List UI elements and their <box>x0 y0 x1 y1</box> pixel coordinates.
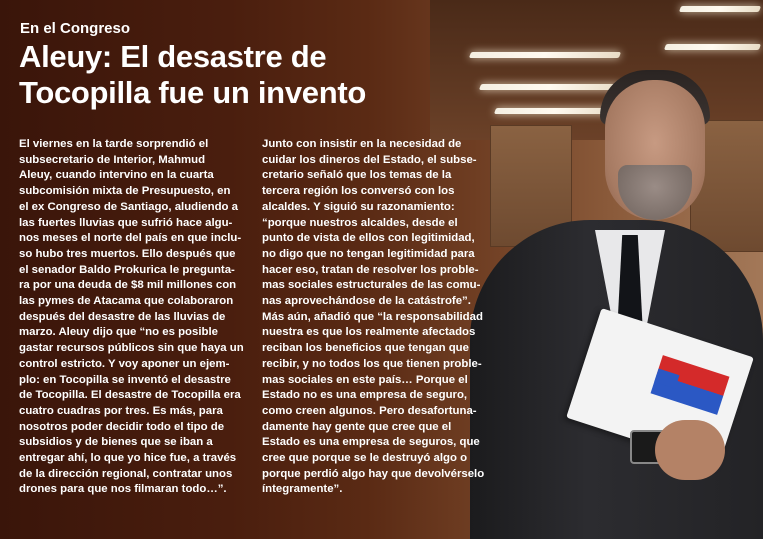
column-line: recibir, y no todos los que tienen proble- <box>262 357 482 370</box>
article-column-1 <box>19 137 255 498</box>
column-line: ra por una deuda de $8 mil millones con <box>19 279 237 292</box>
column-line: plo: en Tocopilla se inventó el desastre <box>19 373 231 386</box>
column-line: cuidar los dineros del Estado, el subse- <box>262 153 477 166</box>
person <box>470 70 763 539</box>
article-title <box>19 39 366 111</box>
column-line: marzo. Aleuy dijo que “no es posible <box>19 326 218 339</box>
column-line: nosotros poder decidir todo el tipo de <box>19 420 225 433</box>
column-line: Más aún, añadió que “la responsabilidad <box>262 310 483 323</box>
column-line: las pymes de Atacama que colaboraron <box>19 295 234 308</box>
column-line: de la dirección regional, contratar unos <box>19 467 233 480</box>
column-line: mas sociales estructurales de las comu- <box>262 279 481 292</box>
column-line: punto de vista de ellos con legitimidad, <box>262 232 475 245</box>
ceiling-light <box>664 44 761 50</box>
column-line: gastar recursos públicos sin que haya un <box>19 342 244 355</box>
column-line: nos meses el norte del país en que inclu- <box>19 232 242 245</box>
column-line: el senador Baldo Prokurica le pregunta- <box>19 263 235 276</box>
column-line: mas sociales en este país… Porque el <box>262 373 468 386</box>
column-line: el ex Congreso de Santiago, aludiendo a <box>19 200 238 213</box>
column-line: cuatro cuadras por tres. Es más, para <box>19 404 223 417</box>
column-line: so hubo tres muertos. Ello después que <box>19 247 236 260</box>
column-line: no digo que no tengan legitimidad para <box>262 247 475 260</box>
column-line: después del desastre de las lluvias de <box>19 310 226 323</box>
column-line: porque perdió algo hay que devolvérselo <box>262 467 485 480</box>
column-line: subsecretario de Interior, Mahmud <box>19 153 206 166</box>
column-line: nas aprovechándose de la catástrofe”. <box>262 295 471 308</box>
column-line: como creen algunos. Pero desafortuna- <box>262 404 477 417</box>
column-line: tercera región los conversó con los <box>262 185 455 198</box>
column-line: cretario señaló que los temas de la <box>262 169 452 182</box>
article-column-2 <box>262 137 498 498</box>
column-line: de Tocopilla. El desastre de Tocopilla era <box>19 389 241 402</box>
title-line: Tocopilla fue un invento <box>19 75 366 110</box>
column-line: “porque nuestros alcaldes, desde el <box>262 216 458 229</box>
column-line: íntegramente”. <box>262 483 343 496</box>
ceiling-light <box>679 6 761 12</box>
title-line: Aleuy: El desastre de <box>19 39 327 74</box>
column-line: Aleuy, cuando intervino en la cuarta <box>19 169 214 182</box>
column-line: drones para que nos filmaran todo…”. <box>19 483 227 496</box>
hand <box>655 420 725 480</box>
column-line: Junto con insistir en la necesidad de <box>262 138 462 150</box>
column-line: Estado es una empresa de seguros, que <box>262 436 480 449</box>
column-line: cree que porque se le destruyó algo o <box>262 452 468 465</box>
column-line: reciban los beneficios que tengan que <box>262 342 469 355</box>
ceiling-light <box>469 52 621 58</box>
column-line: subsidios y de bienes que se iban a <box>19 436 213 449</box>
column-line: entregar ahí, lo que yo hice fue, a través <box>19 452 237 465</box>
column-line: damente hay gente que cree que el <box>262 420 452 433</box>
column-line: El viernes en la tarde sorprendió el <box>19 138 209 150</box>
column-line: alcaldes. Y siguió su razonamiento: <box>262 200 455 213</box>
column-line: subcomisión mixta de Presupuesto, en <box>19 185 231 198</box>
column-line: Estado no es una empresa de seguro, <box>262 389 468 402</box>
column-line: las fuertes lluvias que sufrió hace algu- <box>19 216 233 229</box>
column-line: nuestra es que los realmente afectados <box>262 326 476 339</box>
article-kicker: En el Congreso <box>20 20 131 37</box>
column-line: control estricto. Y voy aponer un ejem- <box>19 357 230 370</box>
column-line: hacer eso, tratan de resolver los proble- <box>262 263 479 276</box>
